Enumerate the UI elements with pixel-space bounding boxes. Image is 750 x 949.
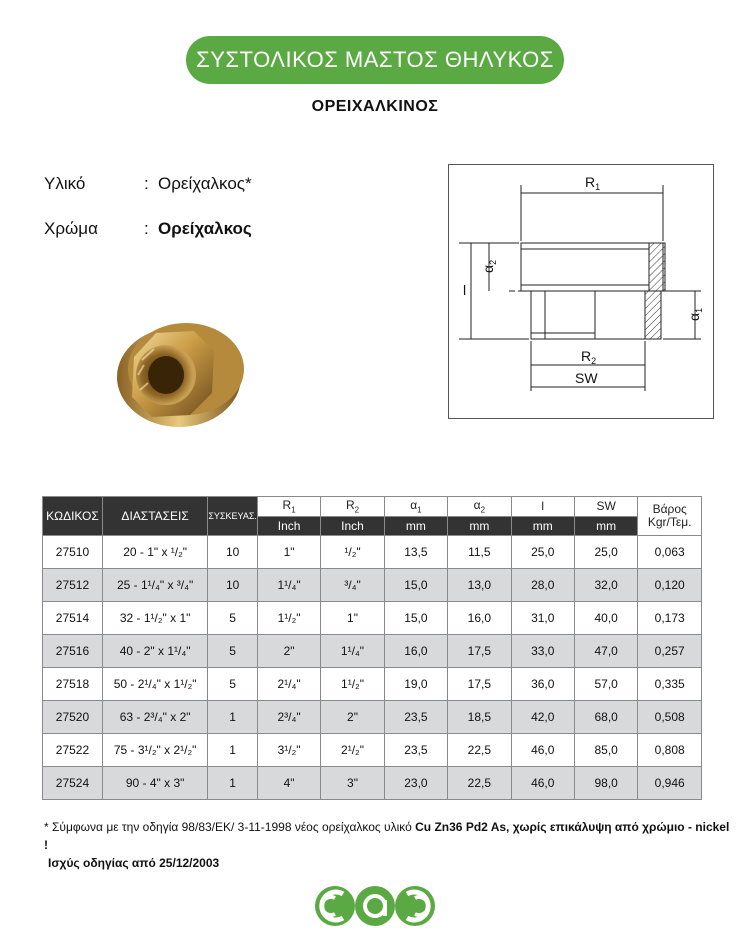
cell-a2: 22,5 xyxy=(448,767,511,800)
cell-r1: 1¹/₂" xyxy=(257,602,320,635)
cell-a1: 23,0 xyxy=(384,767,447,800)
spec-color xyxy=(44,219,252,239)
cell-weight: 0,946 xyxy=(638,767,702,800)
technical-drawing xyxy=(448,164,714,419)
cell-r2: 1" xyxy=(321,602,384,635)
drawing-svg xyxy=(449,165,713,418)
cell-weight: 0,808 xyxy=(638,734,702,767)
cell-l: 33,0 xyxy=(511,635,574,668)
color-value: Ορείχαλκος xyxy=(158,219,252,238)
table-row xyxy=(43,602,702,635)
cell-r2: 3" xyxy=(321,767,384,800)
header-dims: ΔΙΑΣΤΑΣΕΙΣ xyxy=(102,497,207,536)
cell-r1: 1" xyxy=(257,536,320,569)
cell-pack: 10 xyxy=(208,536,258,569)
cell-sw: 25,0 xyxy=(574,536,637,569)
cell-dims: 50 - 2¹/₄" x 1¹/₂" xyxy=(102,668,207,701)
unit-a1: mm xyxy=(384,516,447,536)
cell-pack: 1 xyxy=(208,701,258,734)
label-a1: $\alpha_1$ xyxy=(686,307,704,321)
label-a2: $\alpha_2$ xyxy=(480,259,498,273)
footnote-line2: Ισχύς οδηγίας από 25/12/2003 xyxy=(48,856,220,870)
cell-a2: 17,5 xyxy=(448,635,511,668)
label-r1: $R_1$ xyxy=(585,174,601,192)
cell-sw: 32,0 xyxy=(574,569,637,602)
cell-pack: 5 xyxy=(208,635,258,668)
table-row xyxy=(43,536,702,569)
cell-sw: 40,0 xyxy=(574,602,637,635)
cell-r2: 1¹/₄" xyxy=(321,635,384,668)
cell-code: 27516 xyxy=(43,635,103,668)
cell-a2: 22,5 xyxy=(448,734,511,767)
table-row xyxy=(43,569,702,602)
cell-code: 27520 xyxy=(43,701,103,734)
footnote-line1: * Σύμφωνα με την οδηγία 98/83/ΕΚ/ 3-11-1998 νέος ορείχαλκος υλικό Cu Zn36 Pd2 As, χωρίς επικάλυψη από χρώμιο - nickel ! xyxy=(44,820,730,852)
label-r2: $R_2$ xyxy=(581,348,597,366)
cell-a1: 19,0 xyxy=(384,668,447,701)
cell-r1: 1¹/₄" xyxy=(257,569,320,602)
cell-sw: 47,0 xyxy=(574,635,637,668)
cell-sw: 85,0 xyxy=(574,734,637,767)
cell-r2: 2¹/₂" xyxy=(321,734,384,767)
header-weight: Βάρος Kgr/Τεμ. xyxy=(638,497,702,536)
cell-r2: ¹/₂" xyxy=(321,536,384,569)
cell-weight: 0,173 xyxy=(638,602,702,635)
material-value: Ορείχαλκος* xyxy=(158,174,252,193)
cell-weight: 0,335 xyxy=(638,668,702,701)
cell-sw: 68,0 xyxy=(574,701,637,734)
unit-r1: Inch xyxy=(257,516,320,536)
unit-a2: mm xyxy=(448,516,511,536)
cell-dims: 20 - 1" x ¹/₂" xyxy=(102,536,207,569)
brand-logo xyxy=(313,884,437,928)
cell-r1: 2" xyxy=(257,635,320,668)
footnote xyxy=(44,818,734,872)
cell-r1: 4" xyxy=(257,767,320,800)
label-l: l xyxy=(463,282,467,298)
cell-code: 27524 xyxy=(43,767,103,800)
unit-r2: Inch xyxy=(321,516,384,536)
cell-code: 27512 xyxy=(43,569,103,602)
cell-weight: 0,508 xyxy=(638,701,702,734)
cell-a1: 23,5 xyxy=(384,701,447,734)
cell-a1: 13,5 xyxy=(384,536,447,569)
cell-dims: 40 - 2" x 1¹/₄" xyxy=(102,635,207,668)
cell-weight: 0,120 xyxy=(638,569,702,602)
cell-weight: 0,257 xyxy=(638,635,702,668)
cell-l: 28,0 xyxy=(511,569,574,602)
header-pack: ΣΥΣΚΕΥΑΣ. xyxy=(208,497,258,536)
header-r1: $R_1$ xyxy=(257,497,320,517)
header-a1: $\alpha_1$ xyxy=(384,497,447,517)
cell-a2: 11,5 xyxy=(448,536,511,569)
cell-sw: 98,0 xyxy=(574,767,637,800)
cell-a1: 15,0 xyxy=(384,602,447,635)
separator: : xyxy=(144,174,149,193)
table-row xyxy=(43,701,702,734)
cell-l: 36,0 xyxy=(511,668,574,701)
page-subtitle: ΟΡΕΙΧΑΛΚΙΝΟΣ xyxy=(311,98,439,115)
cell-pack: 1 xyxy=(208,734,258,767)
cell-code: 27522 xyxy=(43,734,103,767)
cell-a2: 16,0 xyxy=(448,602,511,635)
cell-dims: 63 - 2³/₄" x 2" xyxy=(102,701,207,734)
cell-pack: 1 xyxy=(208,767,258,800)
unit-l: mm xyxy=(511,516,574,536)
spec-material xyxy=(44,174,252,194)
cell-l: 42,0 xyxy=(511,701,574,734)
cell-a1: 16,0 xyxy=(384,635,447,668)
color-label: Χρώμα xyxy=(44,219,98,238)
header-r2: $R_2$ xyxy=(321,497,384,517)
cell-l: 46,0 xyxy=(511,767,574,800)
cell-a2: 13,0 xyxy=(448,569,511,602)
cell-a2: 17,5 xyxy=(448,668,511,701)
cell-pack: 5 xyxy=(208,668,258,701)
cell-l: 31,0 xyxy=(511,602,574,635)
separator: : xyxy=(144,219,149,238)
cell-r1: 2³/₄" xyxy=(257,701,320,734)
cell-r1: 3¹/₂" xyxy=(257,734,320,767)
unit-sw: mm xyxy=(574,516,637,536)
material-label: Υλικό xyxy=(44,174,86,193)
cell-r2: 2" xyxy=(321,701,384,734)
cell-dims: 90 - 4" x 3" xyxy=(102,767,207,800)
cell-a2: 18,5 xyxy=(448,701,511,734)
cell-dims: 75 - 3¹/₂" x 2¹/₂" xyxy=(102,734,207,767)
cell-l: 25,0 xyxy=(511,536,574,569)
cell-code: 27510 xyxy=(43,536,103,569)
table-row xyxy=(43,767,702,800)
cell-dims: 25 - 1¹/₄" x ³/₄" xyxy=(102,569,207,602)
table-row xyxy=(43,635,702,668)
cell-a1: 15,0 xyxy=(384,569,447,602)
header-a2: $\alpha_2$ xyxy=(448,497,511,517)
cell-a1: 23,5 xyxy=(384,734,447,767)
cell-code: 27518 xyxy=(43,668,103,701)
cell-dims: 32 - 1¹/₂" x 1" xyxy=(102,602,207,635)
label-sw: SW xyxy=(575,370,598,386)
header-l: l xyxy=(511,497,574,517)
cell-r2: 1¹/₂" xyxy=(321,668,384,701)
header-sw: SW xyxy=(574,497,637,517)
cell-pack: 5 xyxy=(208,602,258,635)
product-photo xyxy=(94,305,264,455)
cell-l: 46,0 xyxy=(511,734,574,767)
cell-r1: 2¹/₄" xyxy=(257,668,320,701)
page-title: ΣΥΣΤΟΛΙΚΟΣ ΜΑΣΤΟΣ ΘΗΛΥΚΟΣ xyxy=(186,36,564,84)
cell-sw: 57,0 xyxy=(574,668,637,701)
spec-table xyxy=(42,496,702,800)
cell-weight: 0,063 xyxy=(638,536,702,569)
header-code: ΚΩΔΙΚΟΣ xyxy=(43,497,103,536)
cell-code: 27514 xyxy=(43,602,103,635)
table-row xyxy=(43,734,702,767)
cell-pack: 10 xyxy=(208,569,258,602)
table-row xyxy=(43,668,702,701)
cell-r2: ³/₄" xyxy=(321,569,384,602)
